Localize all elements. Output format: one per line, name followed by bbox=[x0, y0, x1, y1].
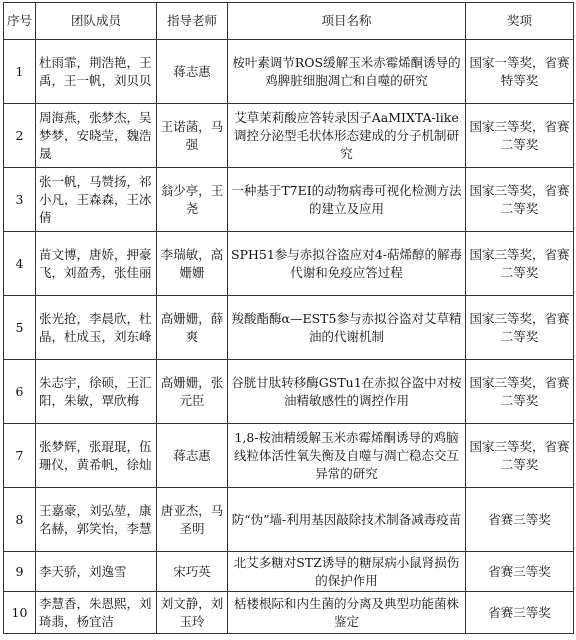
row-members: 朱志宇，徐硕，王汇阳，朱敏，覃欣梅 bbox=[36, 360, 157, 424]
header-members: 团队成员 bbox=[36, 3, 157, 40]
table-row bbox=[4, 424, 574, 488]
row-project: 羧酸酯酶α—EST5参与赤拟谷盗对艾草精油的代谢机制 bbox=[228, 296, 466, 360]
row-project: 桉叶素调节ROS缓解玉米赤霉烯酮诱导的鸡脾脏细胞凋亡和自噬的研究 bbox=[228, 40, 466, 104]
row-advisor: 翁少亭，王尧 bbox=[157, 168, 228, 232]
awards-table bbox=[3, 2, 574, 634]
row-advisor: 宋巧英 bbox=[157, 552, 228, 592]
row-award: 国家三等奖，省赛二等奖 bbox=[466, 296, 574, 360]
row-index: 4 bbox=[4, 232, 36, 296]
table-row bbox=[4, 360, 574, 424]
row-members: 张梦辉，张琨琨，伍珊仪，黄希帆，徐灿 bbox=[36, 424, 157, 488]
row-index: 7 bbox=[4, 424, 36, 488]
header-advisor: 指导老师 bbox=[157, 3, 228, 40]
awards-document bbox=[3, 2, 573, 634]
row-award: 国家三等奖，省赛二等奖 bbox=[466, 360, 574, 424]
row-members: 杜雨霏，荆浩艳，王禹，王一帆，刘贝贝 bbox=[36, 40, 157, 104]
table-row bbox=[4, 552, 574, 592]
table-body bbox=[4, 40, 574, 634]
row-advisor: 蒋志惠 bbox=[157, 40, 228, 104]
row-advisor: 蒋志惠 bbox=[157, 424, 228, 488]
table-row bbox=[4, 168, 574, 232]
row-award: 省赛三等奖 bbox=[466, 592, 574, 634]
row-project: SPH51参与赤拟谷盗应对4-萜烯醇的解毒代谢和免疫应答过程 bbox=[228, 232, 466, 296]
row-index: 9 bbox=[4, 552, 36, 592]
row-members: 王嘉豪，刘弘堃，康名赫，郭笑怡，李慧 bbox=[36, 488, 157, 552]
row-award: 国家三等奖，省赛二等奖 bbox=[466, 104, 574, 168]
table-row bbox=[4, 488, 574, 552]
row-project: 北艾多糖对STZ诱导的糖尿病小鼠肾损伤的保护作用 bbox=[228, 552, 466, 592]
row-award: 国家一等奖，省赛特等奖 bbox=[466, 40, 574, 104]
row-index: 8 bbox=[4, 488, 36, 552]
row-award: 国家三等奖，省赛二等奖 bbox=[466, 424, 574, 488]
row-award: 国家三等奖，省赛二等奖 bbox=[466, 232, 574, 296]
row-project: 1,8-桉油精缓解玉米赤霉烯酮诱导的鸡脑线粒体活性氧失衡及自噬与凋亡稳态交互异常的研究 bbox=[228, 424, 466, 488]
row-project: 一种基于T7EI的动物病毒可视化检测方法的建立及应用 bbox=[228, 168, 466, 232]
row-members: 李天骄，刘逸雪 bbox=[36, 552, 157, 592]
row-index: 1 bbox=[4, 40, 36, 104]
row-members: 周海燕，张梦杰，吴梦梦，安晓莹，魏浩晟 bbox=[36, 104, 157, 168]
row-advisor: 唐亚杰，马圣明 bbox=[157, 488, 228, 552]
header-award: 奖项 bbox=[466, 3, 574, 40]
row-project: 谷胱甘肽转移酶GSTu1在赤拟谷盗中对桉油精敏感性的调控作用 bbox=[228, 360, 466, 424]
row-members: 苗文博，唐娇，押豪飞，刘盈秀，张佳丽 bbox=[36, 232, 157, 296]
row-project: 防“伪”墙-利用基因敲除技术制备减毒疫苗 bbox=[228, 488, 466, 552]
row-advisor: 李瑞敏，高姗姗 bbox=[157, 232, 228, 296]
row-members: 张一帆，马赞扬，祁小凡，王森森，王冰倩 bbox=[36, 168, 157, 232]
row-award: 省赛三等奖 bbox=[466, 488, 574, 552]
row-index: 10 bbox=[4, 592, 36, 634]
row-members: 张光抢，李晨欣，杜晶，杜成玉，刘东峰 bbox=[36, 296, 157, 360]
row-index: 6 bbox=[4, 360, 36, 424]
row-index: 2 bbox=[4, 104, 36, 168]
row-advisor: 高姗姗，张元臣 bbox=[157, 360, 228, 424]
row-index: 3 bbox=[4, 168, 36, 232]
row-advisor: 高姗姗，薛爽 bbox=[157, 296, 228, 360]
table-row bbox=[4, 296, 574, 360]
row-advisor: 王诺菡，马强 bbox=[157, 104, 228, 168]
table-row bbox=[4, 232, 574, 296]
table-row bbox=[4, 592, 574, 634]
row-index: 5 bbox=[4, 296, 36, 360]
table-header-row bbox=[4, 3, 574, 40]
row-award: 国家三等奖，省赛二等奖 bbox=[466, 168, 574, 232]
row-members: 李慧香，朱恩熙，刘琦翡，杨宜洁 bbox=[36, 592, 157, 634]
row-advisor: 刘文静，刘玉玲 bbox=[157, 592, 228, 634]
header-project: 项目名称 bbox=[228, 3, 466, 40]
table-row bbox=[4, 104, 574, 168]
row-project: 艾草茉莉酸应答转录因子AaMIXTA-like调控分泌型毛状体形态建成的分子机制研究 bbox=[228, 104, 466, 168]
row-award: 省赛三等奖 bbox=[466, 552, 574, 592]
header-index: 序号 bbox=[4, 3, 36, 40]
table-row bbox=[4, 40, 574, 104]
row-project: 栝楼根际和内生菌的分离及典型功能菌株鉴定 bbox=[228, 592, 466, 634]
